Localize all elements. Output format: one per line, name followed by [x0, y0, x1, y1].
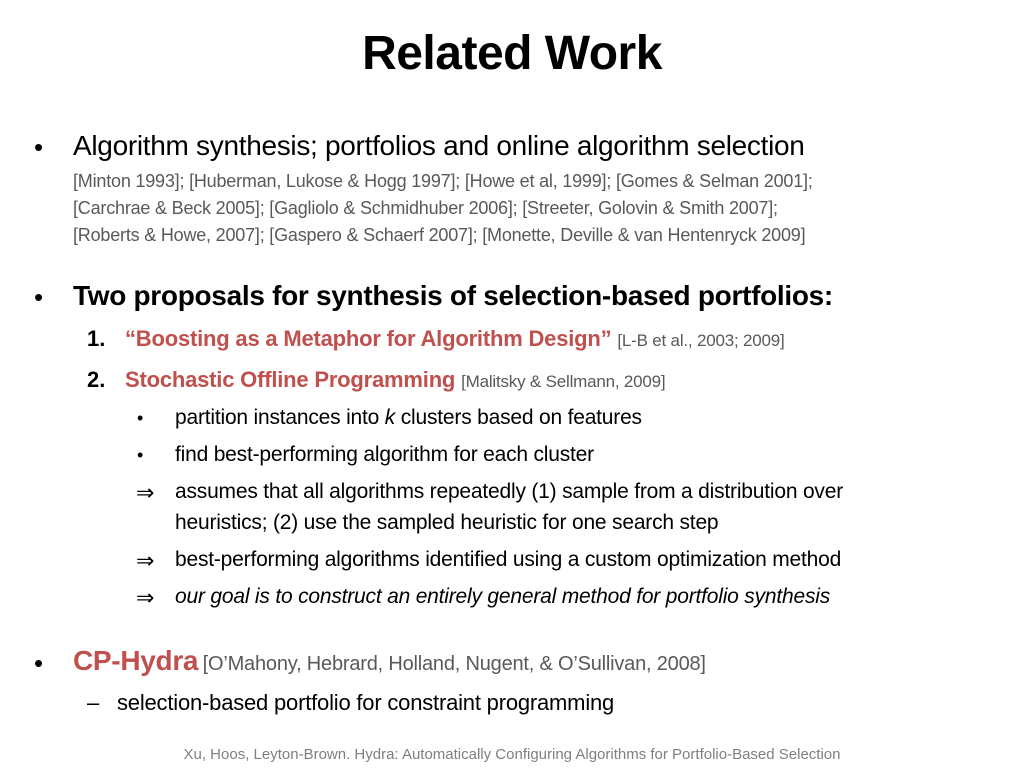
- bullet-icon: •: [34, 132, 44, 162]
- bullet-icon: •: [137, 445, 144, 465]
- bullet-icon: •: [137, 408, 144, 428]
- detail-assumes-line: assumes that all algorithms repeatedly (1) sample from a distribution over: [175, 480, 843, 503]
- slide-title: Related Work: [362, 27, 662, 80]
- detail-partition: [175, 406, 642, 430]
- bullet-icon: •: [34, 648, 44, 678]
- detail-our-goal: our goal is to construct an entirely general method for portfolio synthesis: [175, 585, 831, 608]
- variable-k: k: [384, 406, 396, 429]
- citation-line: [Carchrae & Beck 2005]; [Gagliolo & Schmidhuber 2006]; [Streeter, Golovin & Smith 2007];: [73, 198, 778, 218]
- cphydra-name: CP-Hydra: [73, 645, 199, 676]
- slide-footer: Xu, Hoos, Leyton-Brown. Hydra: Automatically Configuring Algorithms for Portfolio-Based Selection: [183, 746, 841, 763]
- cphydra-sub-item: selection-based portfolio for constraint programming: [117, 690, 615, 715]
- citation-line: [Minton 1993]; [Huberman, Lukose & Hogg 1997]; [Howe et al, 1999]; [Gomes & Selman 2001];: [73, 171, 813, 191]
- bullet-icon: •: [34, 282, 44, 312]
- proposal-citation: [L-B et al., 2003; 2009]: [617, 331, 785, 350]
- proposal-title: Stochastic Offline Programming: [125, 367, 456, 392]
- citation-line: [Roberts & Howe, 2007]; [Gaspero & Schaerf 2007]; [Monette, Deville & van Hentenryck 2009]: [73, 225, 806, 245]
- implies-icon: ⇒: [136, 585, 155, 610]
- synthesis-heading: Algorithm synthesis; portfolios and online algorithm selection: [73, 130, 805, 161]
- detail-find-best: find best-performing algorithm for each cluster: [175, 443, 594, 466]
- proposal-citation: [Malitsky & Sellmann, 2009]: [461, 372, 666, 391]
- detail-assumes-line: heuristics; (2) use the sampled heuristic for one search step: [175, 511, 719, 534]
- dash-icon: –: [87, 690, 100, 715]
- item-number: 2.: [87, 367, 106, 392]
- detail-best-performing: best-performing algorithms identified using a custom optimization method: [175, 548, 842, 571]
- detail-text: clusters based on features: [395, 406, 642, 429]
- proposal-item-sop: [125, 367, 665, 393]
- implies-icon: ⇒: [136, 548, 155, 573]
- detail-text: partition instances into: [175, 406, 385, 429]
- cphydra-heading: [73, 645, 706, 677]
- implies-icon: ⇒: [136, 480, 155, 505]
- cphydra-citation: [O’Mahony, Hebrard, Holland, Nugent, & O’Sullivan, 2008]: [202, 653, 706, 675]
- proposal-title: “Boosting as a Metaphor for Algorithm Design”: [125, 326, 612, 351]
- proposals-heading: Two proposals for synthesis of selection-based portfolios:: [73, 280, 833, 311]
- item-number: 1.: [87, 326, 106, 351]
- proposal-item-boosting: [125, 326, 785, 352]
